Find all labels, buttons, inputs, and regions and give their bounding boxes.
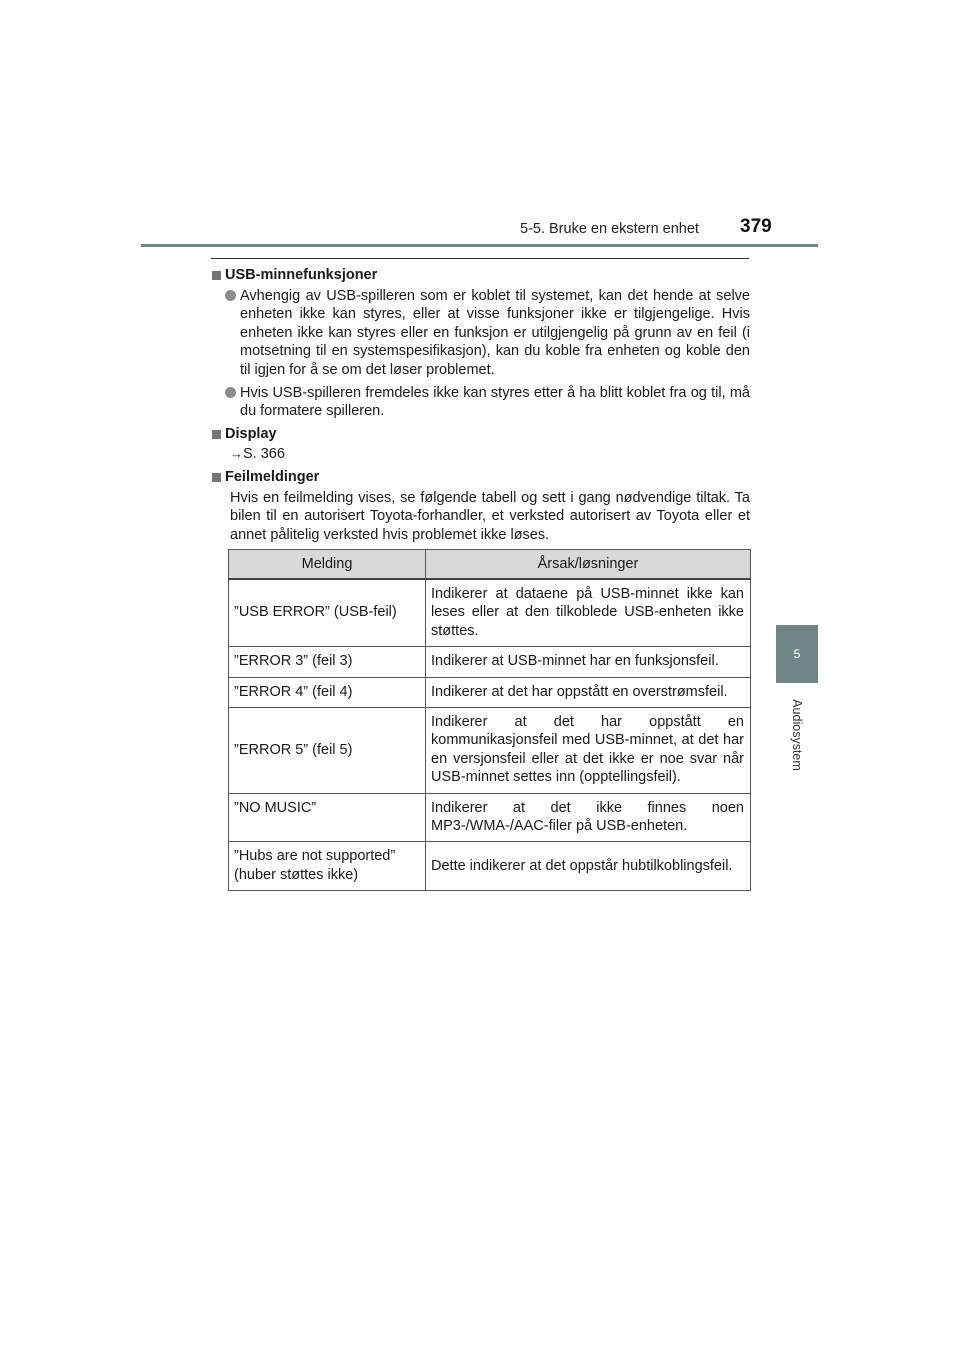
usb-heading-text: USB-minnefunksjoner — [225, 267, 378, 283]
circle-bullet-icon — [225, 387, 236, 398]
display-heading-text: Display — [225, 425, 277, 442]
content-rule — [211, 258, 749, 259]
main-content — [212, 266, 750, 544]
square-bullet-icon — [212, 271, 221, 280]
message-cell: ”ERROR 4” (feil 4) — [229, 677, 426, 707]
column-header-message: Melding — [229, 550, 426, 580]
chapter-label-text: Audiosystem — [790, 699, 804, 771]
table-row — [229, 647, 751, 677]
header-rule — [141, 244, 818, 247]
errors-heading-text: Feilmeldinger — [225, 468, 320, 485]
error-message-table — [228, 549, 751, 891]
cause-cell: Indikerer at det har oppstått en overstrømsfeil. — [426, 677, 751, 707]
table-row — [229, 708, 751, 794]
usb-bullet-2-text: Hvis USB-spilleren fremdeles ikke kan styres etter å ha blitt koblet fra og til, må du formatere spilleren. — [240, 384, 750, 420]
chapter-tab — [776, 625, 818, 683]
errors-intro: Hvis en feilmelding vises, se følgende tabell og sett i gang nødvendige tiltak. Ta bilen til en autorisert Toyota-forhandler, et verksted autorisert av Toyota eller et annet pålitelig verksted hvis problemet ikke løses. — [230, 489, 750, 543]
square-bullet-icon — [212, 430, 221, 439]
table-row — [229, 579, 751, 647]
display-heading — [212, 425, 750, 444]
message-cell: ”USB ERROR” (USB-feil) — [229, 579, 426, 647]
table-row — [229, 677, 751, 707]
usb-bullet-2 — [225, 384, 750, 421]
table-row — [229, 793, 751, 842]
message-cell: ”NO MUSIC” — [229, 793, 426, 842]
header-section-title: 5-5. Bruke en ekstern enhet — [520, 221, 699, 237]
circle-bullet-icon — [225, 290, 236, 301]
arrow-right-icon: → — [230, 446, 243, 462]
errors-heading — [212, 468, 750, 487]
message-cell: ”Hubs are not supported” (huber støttes ikke) — [229, 842, 426, 891]
table-header-row — [229, 550, 751, 580]
table-row — [229, 842, 751, 891]
chapter-number: 5 — [793, 647, 801, 661]
cause-cell: Dette indikerer at det oppstår hubtilkoblingsfeil. — [426, 842, 751, 891]
usb-bullet-1 — [225, 287, 750, 380]
message-cell: ”ERROR 3” (feil 3) — [229, 647, 426, 677]
cause-cell: Indikerer at USB-minnet har en funksjonsfeil. — [426, 647, 751, 677]
usb-heading — [212, 266, 750, 285]
column-header-cause: Årsak/løsninger — [426, 550, 751, 580]
display-reference — [230, 445, 750, 464]
cause-cell: Indikerer at det har oppstått en kommunikasjonsfeil med USB-minnet, at det har en versjonsfeil eller at det ikke er noe svar når USB-minnet settes inn (opptellingsfeil). — [426, 708, 751, 794]
page-number: 379 — [740, 216, 772, 237]
message-cell: ”ERROR 5” (feil 5) — [229, 708, 426, 794]
square-bullet-icon — [212, 473, 221, 482]
cause-cell: Indikerer at det ikke finnes noen MP3-/WMA-/AAC-filer på USB-enheten. — [426, 793, 751, 842]
display-reference-text: S. 366 — [243, 446, 285, 463]
cause-cell: Indikerer at dataene på USB-minnet ikke kan leses eller at den tilkoblede USB-enheten ikke støttes. — [426, 579, 751, 647]
usb-bullet-1-text: Avhengig av USB-spilleren som er koblet til systemet, kan det hende at selve enheten ikke kan styres, eller at visse funksjoner ikke er tilgjengelige. Hvis enheten ikke kan styres eller en funksjon er utilgjengelig på grunn av en feil (i motsetning til en systemspesifikasjon), kan du koble fra enheten og koble den til igjen for å se om det løser problemet. — [240, 287, 750, 378]
